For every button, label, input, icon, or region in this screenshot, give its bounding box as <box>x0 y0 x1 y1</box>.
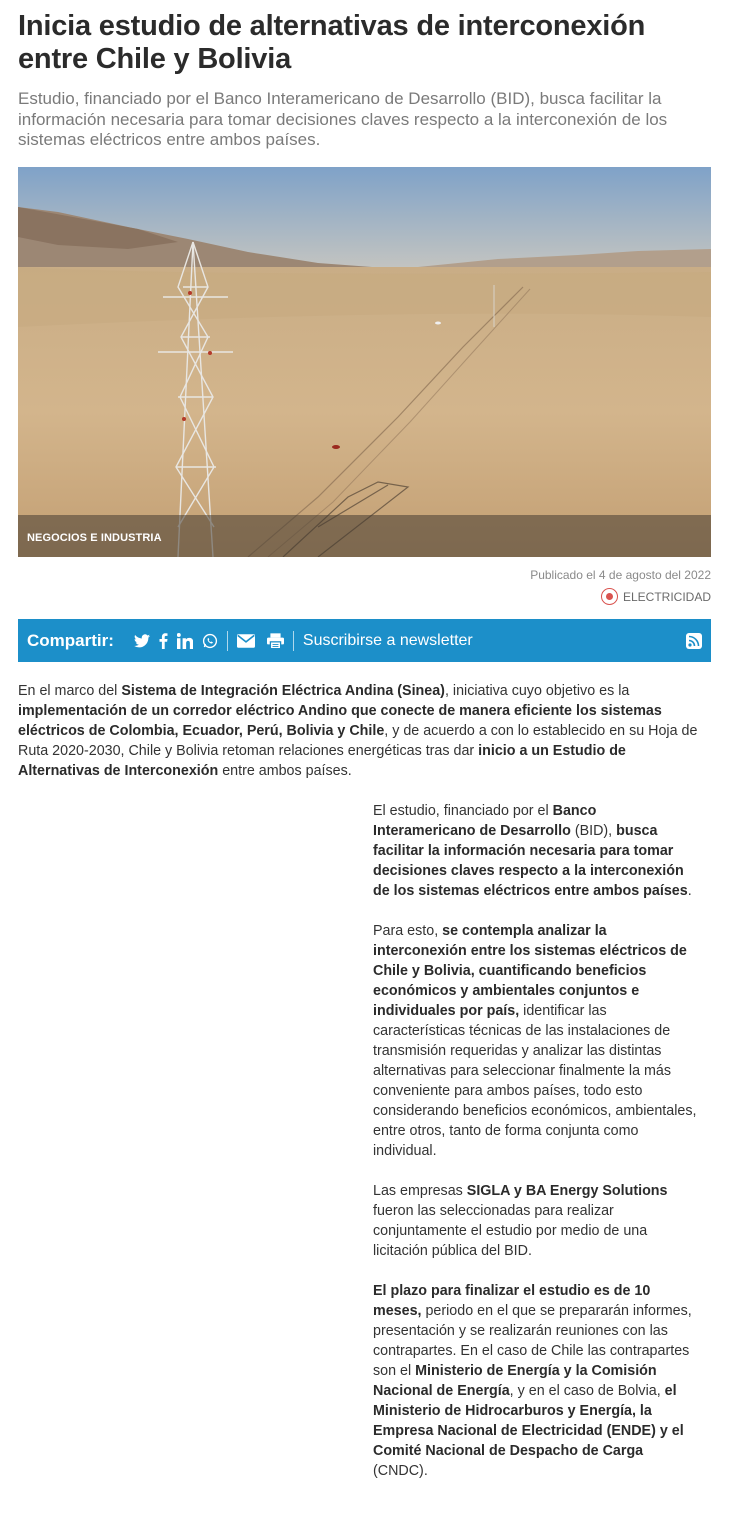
body-paragraph <box>373 1181 698 1261</box>
body-paragraph <box>373 921 698 1161</box>
bold-text: se contempla analizar la interconexión entre los sistemas eléctricos de Chile y Bolivia, cuantificando beneficios económicos y ambientales conjuntos e individuales por país, <box>373 923 687 1019</box>
publication-date: Publicado el 4 de agosto del 2022 <box>530 568 711 582</box>
text: identificar las características técnicas de las instalaciones de transmisión requeridas y analizar las distintas alternativas para seleccionar finalmente la más conveniente para ambos países, todo esto considerando beneficios económicos, ambientales, entre otros, tanto de forma conjunta como individual. <box>373 1003 697 1159</box>
bold-text: El plazo para finalizar el estudio es de 10 meses, <box>373 1283 651 1319</box>
share-label: Compartir: <box>27 630 114 650</box>
article-body-column <box>373 801 698 1501</box>
text: El estudio, financiado por el <box>373 803 553 819</box>
mail-icon[interactable] <box>237 631 255 651</box>
bold-text: SIGLA y BA Energy Solutions <box>466 1183 668 1199</box>
body-paragraph <box>373 1281 698 1481</box>
desert-photo <box>18 167 711 557</box>
article-title: Inicia estudio de alternativas de interconexión entre Chile y Bolivia <box>18 10 646 75</box>
body-paragraph <box>373 801 698 901</box>
whatsapp-icon[interactable] <box>202 631 218 651</box>
record-icon <box>601 588 618 605</box>
share-bar <box>18 619 711 662</box>
text: (BID), <box>570 823 617 839</box>
text: , y en el caso de Bolvia, <box>509 1383 665 1399</box>
text: periodo en el que se prepararán informes, presentación y se realizarán reuniones con las contrapartes. En el caso de Chile las contrapartes son el <box>373 1303 692 1379</box>
text: . <box>687 883 692 899</box>
twitter-icon[interactable] <box>134 631 150 651</box>
image-category-label[interactable]: NEGOCIOS E INDUSTRIA <box>27 532 162 544</box>
facebook-icon[interactable] <box>159 631 168 651</box>
bold-text: implementación de un corredor eléctrico Andino que conecte de manera eficiente los sistemas eléctricos de Colombia, Ecuador, Perú, Bolivia y Chile <box>18 703 662 739</box>
linkedin-icon[interactable] <box>177 631 193 651</box>
bold-text: Ministerio de Energía y la Comisión Nacional de Energía <box>373 1363 657 1399</box>
text: Las empresas <box>373 1183 467 1199</box>
divider <box>227 631 228 651</box>
category-tag[interactable] <box>601 588 711 605</box>
rss-icon[interactable] <box>686 633 702 649</box>
intro-paragraph <box>18 681 711 781</box>
article-lead: Estudio, financiado por el Banco Interamericano de Desarrollo (BID), busca facilitar la información necesaria para tomar decisiones claves respecto a la interconexión de los sistemas eléctricos entre ambos países. <box>18 89 668 149</box>
hero-image <box>18 167 711 557</box>
bold-text: busca facilitar la información necesaria para tomar decisiones claves respecto a la interconexión de los sistemas eléctricos entre ambos países <box>373 823 688 899</box>
category-tag-label[interactable]: ELECTRICIDAD <box>622 589 711 604</box>
text: , y de acuerdo a con lo establecido en su Hoja de Ruta 2020-2030, Chile y Bolivia retoman relaciones energéticas tras dar <box>18 723 698 759</box>
text: En el marco del <box>18 683 122 699</box>
bold-text: inicio a un Estudio de Alternativas de Interconexión <box>18 743 626 779</box>
bold-text: el Ministerio de Hidrocarburos y Energía, la Empresa Nacional de Electricidad (ENDE) y el Comité Nacional de Despacho de Carga <box>373 1383 684 1459</box>
share-icons <box>134 631 218 651</box>
text: Para esto, <box>373 923 443 939</box>
text: entre ambos países. <box>218 763 352 779</box>
print-icon[interactable] <box>267 631 284 651</box>
text: (CNDC). <box>373 1463 428 1479</box>
bold-text: Sistema de Integración Eléctrica Andina (Sinea) <box>121 683 445 699</box>
divider <box>293 631 294 651</box>
text: , iniciativa cuyo objetivo es la <box>444 683 630 699</box>
text: fueron las seleccionadas para realizar conjuntamente el estudio por medio de una licitación pública del BID. <box>373 1203 648 1259</box>
newsletter-link[interactable]: Suscribirse a newsletter <box>302 631 473 649</box>
bold-text: Banco Interamericano de Desarrollo <box>373 803 597 839</box>
